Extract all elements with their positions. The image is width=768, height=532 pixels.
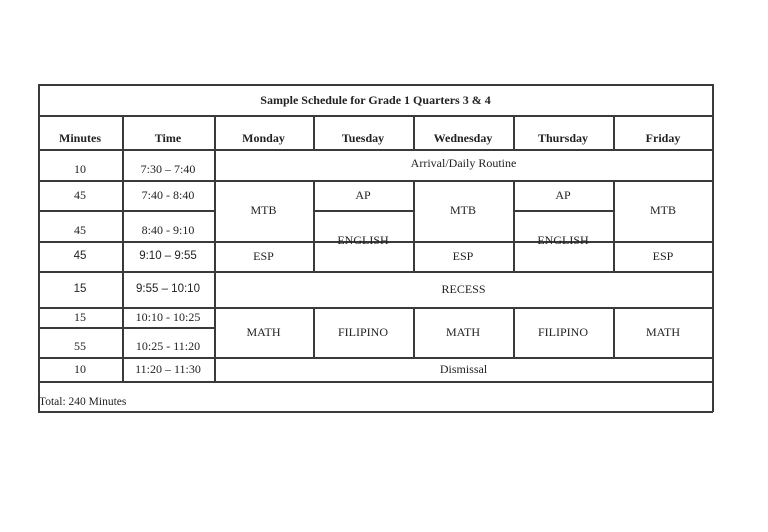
header-thursday: Thursday (537, 131, 589, 145)
time-cell: 7:30 – 7:40 (140, 162, 196, 176)
monday-math: MATH (246, 324, 281, 339)
minutes-cell: 45 (74, 223, 86, 237)
wednesday-esp: ESP (452, 248, 474, 263)
time-cell: 10:10 - 10:25 (135, 309, 201, 324)
schedule-table (38, 84, 713, 412)
time-cell: 8:40 - 9:10 (141, 223, 195, 237)
minutes-cell: 10 (74, 361, 86, 376)
total-minutes: Total: 240 Minutes (39, 396, 127, 408)
header-minutes: Minutes (59, 131, 101, 145)
header-time: Time (154, 131, 182, 145)
table-title: Sample Schedule for Grade 1 Quarters 3 & 4 (260, 92, 491, 107)
time-cell: 7:40 - 8:40 (141, 187, 195, 202)
friday-mtb: MTB (649, 203, 676, 217)
friday-math: MATH (645, 324, 680, 339)
arrival-block: Arrival/Daily Routine (410, 155, 517, 170)
border-bottom (38, 411, 713, 413)
minutes-cell: 55 (74, 339, 86, 353)
friday-esp: ESP (652, 248, 674, 263)
time-cell: 9:10 – 9:55 (139, 250, 197, 262)
tuesday-english: ENGLISH (337, 233, 389, 247)
minutes-cell: 45 (74, 187, 86, 202)
tuesday-filipino: FILIPINO (338, 324, 388, 339)
header-wednesday: Wednesday (433, 131, 493, 145)
thursday-english: ENGLISH (537, 233, 589, 247)
time-cell: 10:25 - 11:20 (135, 339, 201, 353)
wednesday-mtb: MTB (449, 203, 476, 217)
recess-block: RECESS (441, 281, 486, 296)
minutes-cell: 45 (73, 250, 87, 262)
minutes-cell: 15 (74, 309, 86, 324)
header-friday: Friday (645, 131, 681, 145)
time-cell: 9:55 – 10:10 (136, 283, 200, 295)
tuesday-ap: AP (355, 187, 371, 202)
thursday-ap: AP (555, 187, 571, 202)
wednesday-math: MATH (445, 324, 480, 339)
dismissal-block: Dismissal (439, 361, 488, 376)
monday-mtb: MTB (250, 203, 277, 217)
monday-esp: ESP (253, 248, 274, 263)
minutes-cell: 10 (74, 162, 86, 176)
header-monday: Monday (242, 131, 285, 145)
time-cell: 11:20 – 11:30 (135, 361, 201, 376)
minutes-cell: 15 (73, 283, 87, 295)
thursday-filipino: FILIPINO (538, 324, 588, 339)
header-tuesday: Tuesday (341, 131, 385, 145)
